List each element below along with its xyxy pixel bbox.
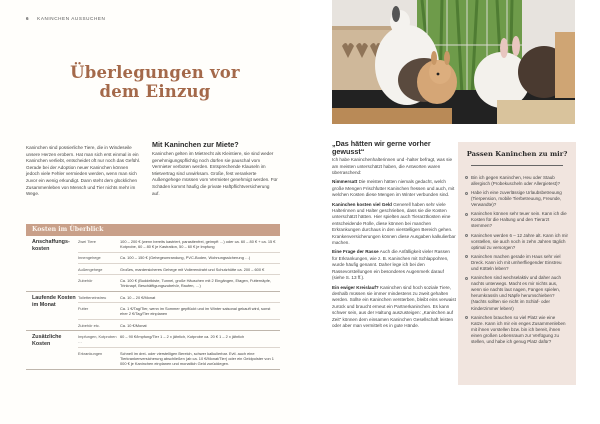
- checklist-sidebar: [458, 142, 576, 385]
- rent-text: Kaninchen gelten im Mietrecht als Kleintiere, sie sind weder genehmigungspflichtig noch dürfen sie pauschal vom Vermieter verboten werden. Entsprechende Klauseln im Mietvertrag sind unwirksam. Große, fest verankerte Außengehege müssen vom Vermieter genehmigt werden. Für Schäden kommt häufig die private Haftpflichtversicherung auf.: [152, 151, 278, 196]
- rent-heading: Mit Kaninchen zur Miete?: [152, 140, 239, 149]
- rabbits-photo-illustration: [332, 0, 575, 124]
- cost-item: Zwei Tiere: [78, 238, 96, 244]
- circle-bullet-icon: [465, 255, 468, 258]
- running-head: [26, 16, 105, 21]
- cost-item: Erkrankungen: [78, 350, 103, 356]
- table-row: [78, 236, 280, 253]
- cost-value: Schnell im drei- oder vierstelligen Bereich, schwer kalkulierbar. Evtl. auch eine Tierkrankenversicherung abschließen (ab ca. 10 €/Monat/Tier) oder ein Geldpolster von 1 000 € je Kaninchen einplanen und monatlich Geld zurücklegen.: [120, 350, 274, 366]
- cost-group-monthly: [26, 292, 280, 331]
- paragraph-text: Generell haben sehr viele Halterinnen und Halter geschrieben, dass sie die Kosten unterschätzt hätten. Hier spielten auch Tierarztkosten eine entscheidende Rolle, diese können bei manchen Erkrankungen durchaus in den vierstelligen Bereich gehen. Krankenversicherungen können diese Ausgaben kalkulierbar machen.: [332, 201, 456, 246]
- table-row: [78, 320, 280, 330]
- table-row: [78, 253, 280, 264]
- quote-article: [332, 140, 456, 332]
- right-page: [300, 0, 600, 424]
- table-row: [78, 264, 280, 275]
- cost-value: Ca. 1 €/Tag/Tier, wenn im Sommer gepflückt und im Winter saisonal gekauft wird, sonst eher 2 €/Tag/Tier einplanen: [120, 305, 271, 317]
- cost-item: Futter: [78, 305, 89, 311]
- cost-value: Ca. 10 – 20 €/Monat: [120, 294, 156, 300]
- checklist-item: [465, 315, 569, 345]
- checklist-item-text: Kaninchen werden 6 – 12 Jahre alt. Kann ich mir vorstellen, sie auch noch in zehn Jahren täglich optimal zu versorgen?: [471, 232, 569, 250]
- circle-bullet-icon: [465, 234, 468, 237]
- checklist-item: [465, 175, 569, 187]
- checklist-item: [465, 275, 569, 312]
- paragraph-lead: Nimmersatt: [332, 179, 358, 185]
- paragraph-lead: Eine Frage der Rasse: [332, 249, 379, 255]
- circle-bullet-icon: [465, 316, 468, 319]
- table-row: [78, 303, 280, 320]
- checklist-item: [465, 254, 569, 272]
- table-row: [78, 348, 280, 369]
- costs-table: [26, 224, 280, 370]
- cost-value: Ca. 10 €/Monat: [120, 322, 147, 328]
- cost-item: Toiletteneinstreu: [78, 294, 107, 300]
- checklist-item: [465, 190, 569, 208]
- quote-heading: „Das hätten wir gerne vorher gewusst“: [332, 139, 431, 156]
- paragraph-lead: Kaninchen kosten viel Geld: [332, 201, 392, 207]
- checklist: [465, 175, 569, 345]
- circle-bullet-icon: [465, 192, 468, 195]
- paragraph-text: Auch die Anfälligkeit vieler Rassen für Erkrankungen, wie z. B. Kaninchen mit Schlappohren, wurde häufig genannt. Daher lege ich bei den Rassevorstellungen ein besonderes Augenmerk darauf (siehe S. 13 ff.).: [332, 249, 450, 281]
- quote-paragraph: [332, 179, 456, 198]
- cost-item: Zubehör etc.: [78, 322, 100, 328]
- checklist-item-text: Kaninchen sind wechselaktiv und daher auch nachts unterwegs. Macht es mir nichts aus, wenn sie nachts laut nagen, Fangen spielen, herumkrassln und Näpfe herumschieben? (Nachts sollten sie nicht im Schlaf- oder Kinderzimmer leben!): [471, 275, 562, 311]
- checklist-item-text: Bin ich gegen Kaninchen, Heu oder Staub allergisch (Probekuscheln oder Allergietest)?: [471, 174, 561, 186]
- checklist-item-text: Kaninchen können sehr teuer sein. Kann ich die Kosten für die Haltung und den Tierarzt stemmen?: [471, 211, 567, 229]
- checklist-item-text: Kaninchen machen gerade im Haus sehr viel Dreck. Kann ich mit umherfliegender Einstreu und Kötteln leben?: [471, 253, 562, 272]
- cost-value: 60 – 90 €/Impfung/Tier 1 – 2 x jährlich, Kotprobe ca. 20 € 1 – 2 x jährlich: [120, 333, 245, 339]
- quote-paragraph: [332, 249, 456, 281]
- cost-item: Innengehege: [78, 255, 101, 261]
- paragraph-text: Kaninchen sind hoch soziale Tiere, deshalb müssen sie immer mindestens zu zweit gehalten werden. Sollte ein Kaninchen versterben, bleibt eins verwaist zurück und braucht erneut ein Partnerkaninchen. Es kann schwer sein, aus der Haltung auszusteigen: „Kaninchen auf Zeit“ können dem einsamen Kaninchen Gesellschaft leisten oder aber man vermittelt es in gute Hände.: [332, 284, 456, 328]
- cost-value: Ca. 100 – 150 € (Gehegeumrandung, PVC-Boden, Wohnungssicherung …): [120, 255, 251, 261]
- checklist-item-text: Habe ich eine zuverlässige Urlaubsbetreuung (Tierpension, mobile Tierbetreuung, Freunde, Verwandte)?: [471, 189, 562, 208]
- quote-paragraph: [332, 202, 456, 247]
- paragraph-lead: Ein ewiger Kreislauf?: [332, 284, 379, 290]
- intro-paragraph: Kaninchen sind possierliche Tiere, die in Windeseile unsere Herzen erobern. Hat man sich erst einmal in ein Kaninchen verliebt, entscheidet oft nur noch das Gefühl. Gerade bei der Adoption neuer Kaninchen können jedoch viele Fehler vermieden werden, wenn man sich zuvor ein wenig erkundigt. Dann steht dem glücklichen Zusammenleben von Mensch und Tier nichts mehr im Wege.: [26, 145, 141, 197]
- checklist-heading: Passen Kaninchen zu mir?: [466, 150, 568, 158]
- costs-table-heading: Kosten im Überblick: [26, 224, 280, 236]
- table-row: [78, 275, 280, 291]
- quote-intro: Ich habe Kaninchenhalterinnen und -halter befragt, was sie am meisten unterschätzt haben, die Antworten waren überraschend:: [332, 157, 453, 175]
- cost-value: Ca. 100 € (Buddelkiste, Tunnel, große Häuschen mit 2 Eingängen, Etagen, Futternäpfe, Trinknapf, Beschäftigungszubehör, Raufen, …): [120, 277, 271, 289]
- cost-value: Großes, mardersicheres Gehege mit Volierendraht und Schutzhütte ca. 200 – 600 €: [120, 266, 265, 272]
- table-row: [78, 331, 280, 348]
- circle-bullet-icon: [465, 277, 468, 280]
- cost-item: Impfungen, Kotproben …: [78, 333, 117, 345]
- cost-value: 100 – 200 € (wenn bereits kastriert, parasitenfrei, geimpft …) oder ca. 60 – 80 € + ca. 15 € Kotprobe, 60 – 80 € je Kastration, 50 – 60 € je Impfung: [120, 238, 276, 249]
- page-title: Überlegungen vor dem Einzug: [70, 63, 240, 101]
- section-title: KANINCHEN AUSSUCHEN: [37, 16, 106, 21]
- checklist-item-text: Kaninchen brauchen so viel Platz wie eine Katze. Kann ich mir ein enges Zusammenleben mit ihnen vorstellen bzw. bin ich bereit, ihnen einen großen Lebensraum zur Verfügung zu stellen, und habe ich genug Platz dafür?: [471, 314, 566, 345]
- paragraph-text: Die meisten hätten niemals gedacht, welch große Mengen Frischfutter Kaninchen fressen und auch, mit welchen Kosten diese Mengen im Winter verbunden sind.: [332, 179, 455, 198]
- page-number: 6: [26, 16, 30, 21]
- cost-group-label: Laufende Kosten im Monat: [32, 294, 76, 308]
- cost-item: Zubehör: [78, 277, 93, 283]
- checklist-item: [465, 233, 569, 251]
- cost-group-label: Zusätzliche Kosten: [32, 334, 62, 347]
- table-row: [78, 292, 280, 303]
- cost-group-acquisition: [26, 236, 280, 292]
- rabbits-photo: [332, 0, 575, 124]
- cost-group-additional: [26, 331, 280, 369]
- circle-bullet-icon: [465, 176, 468, 179]
- cost-group-label: Anschaffungs-kosten: [32, 239, 70, 252]
- cost-item: Außengehege: [78, 266, 103, 272]
- checklist-item: [465, 211, 569, 229]
- divider: [471, 165, 563, 166]
- circle-bullet-icon: [465, 213, 468, 216]
- rent-info-box: [152, 140, 278, 197]
- quote-paragraph: [332, 285, 456, 330]
